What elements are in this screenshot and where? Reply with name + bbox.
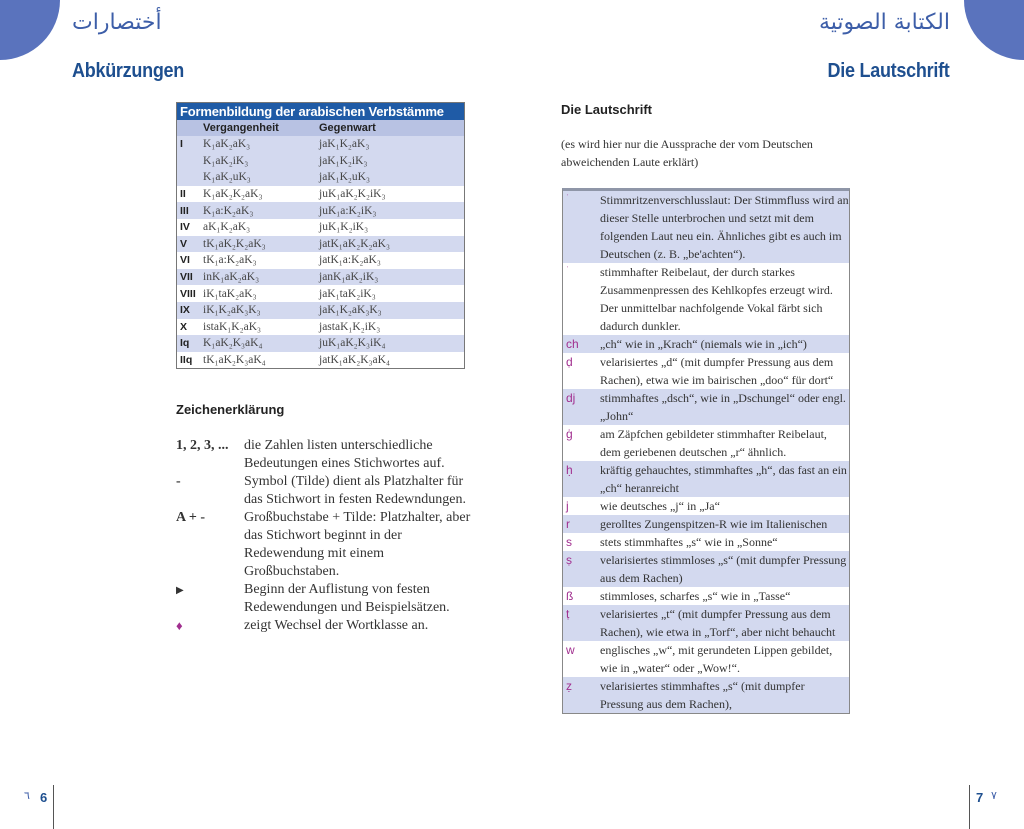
phonetic-symbol: ʾ [566,193,569,202]
verb-cell-past: K₁aK₂K₂aK₃ [203,188,263,201]
verb-cell-present: jaK₁K₂aK₃K₃ [319,304,382,317]
verb-table-header [177,120,464,136]
legend-symbol [176,617,244,636]
phonetic-row [563,353,849,389]
verb-cell-past: K₁aK₂aK₃ [203,138,251,151]
verb-table-row [177,302,464,319]
verb-table-row [177,285,464,302]
verb-cell-present: jaK₁K₂aK₃ [319,138,370,151]
phonetic-symbol: ß [566,589,574,603]
page-title-left: Abkürzungen [72,60,185,82]
verb-cell-present: jatK₁aK₂K₂aK₃ [319,237,390,250]
verb-cell-present: jastaK₁K₂iK₃ [319,320,381,333]
verb-cell-present: jaK₁taK₂iK₃ [319,287,376,300]
footer-divider-left [53,785,54,829]
verb-table-row [177,335,464,352]
phonetic-description: velarisiertes „t“ (mit dumpfer Pressung aus dem Rachen), wie etwa in „Torf“, aber nicht behaucht [600,607,836,639]
verb-cell-present: juK₁aK₂K₃iK₄ [319,337,386,350]
legend-symbol [176,509,244,581]
phonetic-symbol: s [566,535,572,549]
legend-symbol [176,437,244,473]
phonetic-symbol: dj [566,391,576,405]
legend-description: zeigt Wechsel der Wortklasse an. [244,618,429,633]
verb-cell-num: VI [180,254,190,267]
verb-cell-num: IV [180,221,190,234]
verb-cell-past: iK₁taK₂aK₃ [203,287,257,300]
phonetic-description: englisches „w“, mit gerundeten Lippen gebildet, wie in „water“ oder „Wow!“. [600,643,833,675]
phonetic-row [563,425,849,461]
verb-cell-past: K₁aK₂uK₃ [203,171,251,184]
legend-description: Großbuchstabe + Tilde: Platzhalter, aber das Stichwort beginnt in der Redewendung mit einem Großbuchstaben. [244,510,471,579]
legend-symbol: 1, 2, 3, ... [176,438,229,453]
phonetic-description: stimmloses, scharfes „s“ wie in „Tasse“ [600,589,791,603]
verb-cell-present: jatK₁aK₂K₃aK₄ [319,354,390,367]
verb-cell-past: K₁aK₂K₃aK₄ [203,337,263,350]
verb-cell-num: II [180,188,186,201]
verb-cell-present: jaK₁K₂uK₃ [319,171,370,184]
legend-description: Symbol (Tilde) dient als Platzhalter für das Stichwort in festen Redewndungen. [244,474,467,507]
verb-table-caption: Formenbildung der arabischen Verbstämme [177,103,464,120]
verb-cell-num: Iq [180,337,190,350]
page-number-arabic-left: ٦ [24,789,30,802]
phonetic-description: gerolltes Zungenspitzen-R wie im Italienischen [600,517,828,531]
legend-description: Beginn der Auflistung von festen Redewendungen und Beispielsätzen. [244,582,450,615]
verb-cell-num: V [180,237,188,250]
legend-symbol [176,473,244,509]
phonetic-description: Stimmritzenverschlusslaut: Der Stimmfluss wird an dieser Stelle unterbrochen und setzt mit dem folgenden Laut neu ein. Ähnliches gibt es auch im Deutschen (z. B. „be'achten“). [600,193,849,261]
arabic-title-left: أختصارات [72,10,162,35]
legend-title: Zeichenerklärung [176,402,285,417]
phonetic-description: wie deutsches „j“ in „Ja“ [600,499,720,513]
phonetic-description: velarisiertes stimmhaftes „s“ (mit dumpfer Pressung aus dem Rachen), [600,679,805,711]
triangle-right-icon: ▶ [176,585,184,596]
phonetic-row [563,533,849,551]
phonetic-symbol: ġ [566,427,573,441]
phonetic-symbol: ẓ [566,679,572,693]
page-number-right: 7 [976,790,984,805]
phonetic-row [563,191,849,263]
legend-symbol: - [176,474,181,489]
phonetics-table [562,188,850,714]
phonetic-description: velarisiertes stimmloses „s“ (mit dumpfer Pressung aus dem Rachen) [600,553,847,585]
phonetic-description: kräftig gehauchtes, stimmhaftes „h“, das fast an ein „ch“ heranreicht [600,463,847,495]
verb-table-row [177,219,464,236]
phonetic-row [563,551,849,587]
header-present: Gegenwart [319,122,376,134]
verb-table-row [177,153,464,170]
verb-cell-num: IX [180,304,190,317]
verb-cell-present: janK₁aK₂iK₃ [319,271,379,284]
verb-stem-table [176,102,465,369]
legend-description: die Zahlen listen unterschiedliche Bedeutungen eines Stichwortes auf. [244,438,445,471]
phonetic-symbol: w [566,643,575,657]
verb-cell-present: juK₁K₂iK₃ [319,221,369,234]
phonetic-description: stimmhafter Reibelaut, der durch starkes Zusammenpressen des Kehlkopfes erzeugt wird. Der unmittelbar nachfolgende Vokal färbt sich dadurch dunkler. [600,265,833,333]
verb-table-row [177,186,464,203]
phonetic-description: „ch“ wie in „Krach“ (niemals wie in „ich“) [600,337,807,351]
verb-cell-num: VII [180,271,193,284]
phonetic-symbol: ḍ [566,355,573,369]
legend-item [176,617,476,636]
verb-cell-num: VIII [180,287,196,300]
legend-item [176,581,476,617]
verb-cell-past: tK₁a:K₂aK₃ [203,254,257,267]
page-number-left: 6 [40,790,48,805]
verb-table-row [177,236,464,253]
phonetic-row [563,587,849,605]
verb-cell-present: jatK₁a:K₂aK₃ [319,254,381,267]
phonetic-row [563,497,849,515]
page-title-right: Die Lautschrift [828,60,950,82]
phonetic-row [563,335,849,353]
phonetic-description: stets stimmhaftes „s“ wie in „Sonne“ [600,535,778,549]
legend-symbol: A + - [176,510,205,525]
verb-table-row [177,202,464,219]
legend-symbol [176,581,244,617]
verb-table-row [177,352,464,369]
intro-text: (es wird hier nur die Aussprache der vom Deutschen abweichenden Laute erklärt) [561,137,813,169]
arabic-title-right: الكتابة الصوتية [818,10,950,35]
verb-cell-past: istaK₁K₂aK₃ [203,320,262,333]
verb-cell-past: iK₁K₂aK₃K₃ [203,304,261,317]
phonetic-symbol: j [566,499,569,513]
phonetic-symbol: ḥ [566,463,573,477]
footer-divider-right [969,785,970,829]
corner-decoration-right [964,0,1024,60]
legend-item [176,437,476,473]
verb-cell-past: tK₁aK₂K₃aK₄ [203,354,266,367]
phonetic-symbol: ch [566,337,579,351]
verb-cell-num: I [180,138,183,151]
legend-item [176,473,476,509]
header-past: Vergangenheit [203,122,279,134]
phonetic-row [563,515,849,533]
verb-cell-past: K₁a:K₂aK₃ [203,204,254,217]
verb-table-row [177,269,464,286]
verb-cell-num: IIq [180,354,193,367]
phonetic-symbol: ṭ [566,607,570,621]
legend-list [176,437,476,636]
phonetic-symbol: r [566,517,570,531]
verb-cell-past: inK₁aK₂aK₃ [203,271,260,284]
corner-decoration-left [0,0,60,60]
phonetic-row [563,263,849,335]
phonetic-row [563,389,849,425]
verb-cell-past: aK₁K₂aK₃ [203,221,251,234]
verb-table-row [177,169,464,186]
phonetic-description: stimmhaftes „dsch“, wie in „Dschungel“ oder engl. „John“ [600,391,846,423]
phonetic-symbol: ṣ [566,553,572,567]
page-number-arabic-right: ٧ [991,789,997,802]
verb-cell-present: juK₁a:K₂iK₃ [319,204,377,217]
phonetic-row [563,641,849,677]
phonetic-symbol: ʿ [566,265,569,274]
phonetic-row [563,605,849,641]
verb-cell-present: juK₁aK₂K₂iK₃ [319,188,386,201]
diamond-icon: ♦ [176,618,183,633]
section-title: Die Lautschrift [561,102,653,117]
phonetic-description: am Zäpfchen gebildeter stimmhafter Reibelaut, dem geriebenen deutschen „r“ ähnlich. [600,427,827,459]
verb-table-row [177,319,464,336]
verb-table-row [177,252,464,269]
verb-table-row [177,136,464,153]
verb-cell-num: X [180,320,188,333]
verb-cell-past: K₁aK₂iK₃ [203,154,249,167]
phonetic-description: velarisiertes „d“ (mit dumpfer Pressung aus dem Rachen), etwa wie im bairischen „doo“ für dort“ [600,355,834,387]
legend-item [176,509,476,581]
phonetic-row [563,677,849,713]
verb-cell-num: III [180,204,189,217]
verb-cell-past: tK₁aK₂K₂aK₃ [203,237,266,250]
verb-cell-present: jaK₁K₂iK₃ [319,154,368,167]
phonetic-row [563,461,849,497]
